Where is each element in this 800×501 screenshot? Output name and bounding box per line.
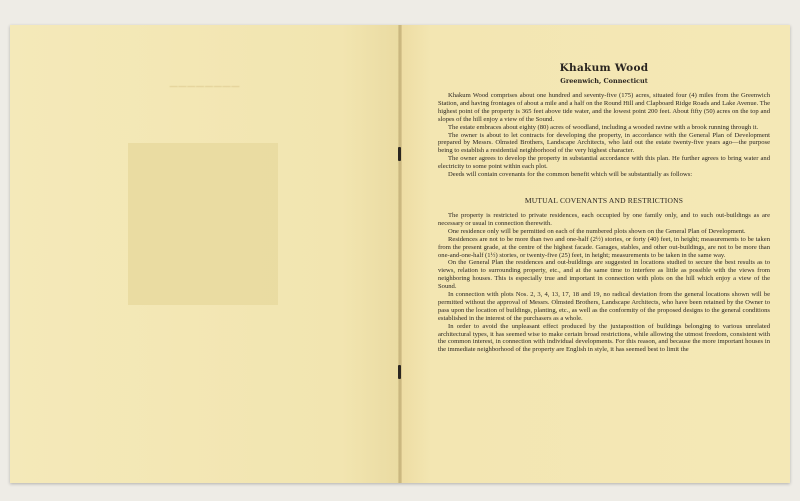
right-page (400, 25, 790, 483)
paragraph: On the General Plan the residences and out-buildings are suggested in locations studied to secure the best results as to views, relation to surrounding property, etc., and at the same time to interfere as little as possible with the views from neighboring houses. This is especially true and important in connection with plots on the hill which enjoy a view of the Sound. (438, 259, 770, 291)
left-page (10, 25, 400, 483)
paragraph: In order to avoid the unpleasant effect produced by the juxtaposition of buildings belonging to various unrelated architectural types, it has seemed wise to make certain broad restrictions, while allowing the utmost freedom, consistent with the common interest, in connection with individual developments. For this reason, and because the more important houses in the immediate neighborhood of the property are English in style, it has seemed best to limit the (438, 322, 770, 354)
paragraph: Khakum Wood comprises about one hundred and seventy-five (175) acres, situated four (4) miles from the Greenwich Station, and having frontages of about a mile and a half on the Round Hill and Clapboard Ridge Roads and Lake Avenue. The highest point of the property is 365 feet above tide water, and the lowest point 200 feet. About fifty (50) acres on the top and slopes of the hill enjoy a view of the Sound. (438, 92, 770, 123)
paragraph: In connection with plots Nos. 2, 3, 4, 13, 17, 18 and 19, no radical deviation from the general locations shown will be permitted without the approval of Messrs. Olmsted Brothers, Landscape Architects, who have been retained by the Owner to pass upon the location of buildings, planting, etc., as well as the conformity of the proposed designs to the general conditions established in the interest of the purchasers as a whole. (438, 291, 770, 322)
left-page-show-through-photo (128, 143, 278, 305)
document-body (438, 62, 770, 354)
document-title: Khakum Wood (559, 62, 649, 74)
paragraph: Deeds will contain covenants for the common benefit which will be substantially as follows: (448, 171, 693, 179)
paragraph: The owner is about to let contracts for developing the property, in accordance with the General Plan of Development prepared by Messrs. Olmsted Brothers, Landscape Architects, who laid out the estate twenty-five years ago—the purpose being to establish a residential neighborhood of the very highest character. (438, 131, 770, 155)
document-subtitle: Greenwich, Connecticut (560, 77, 648, 85)
intro-section (438, 92, 770, 179)
paragraph: The property is restricted to private residences, each occupied by one family only, and to such out-buildings as are necessary or usual in connection therewith. (438, 211, 770, 227)
paragraph: One residence only will be permitted on each of the numbered plots shown on the General Plan of Development. (448, 227, 746, 235)
booklet-spread (10, 25, 790, 483)
staple (398, 147, 401, 161)
staple (398, 365, 401, 379)
center-fold (398, 25, 402, 483)
left-page-show-through-title: ──────── (169, 80, 241, 95)
paragraph: The estate embraces about eighty (80) acres of woodland, including a wooded ravine with a brook running through it. (448, 123, 759, 131)
covenants-section (438, 212, 770, 354)
paragraph: Residences are not to be more than two and one-half (2½) stories, or forty (40) feet, in height; measurements to be taken from the present grade, at the centre of the highest facade. Garages, stables, and other out-buildings, are not to be more than one-and-one-half (1½) stories, or twenty-five (25) feet, in height; measurements to be taken in the same way. (438, 235, 770, 259)
section-heading: MUTUAL COVENANTS AND RESTRICTIONS (524, 195, 684, 205)
paragraph: The owner agrees to develop the property in substantial accordance with this plan. He further agrees to bring water and electricity to some point within each plot. (438, 155, 770, 171)
